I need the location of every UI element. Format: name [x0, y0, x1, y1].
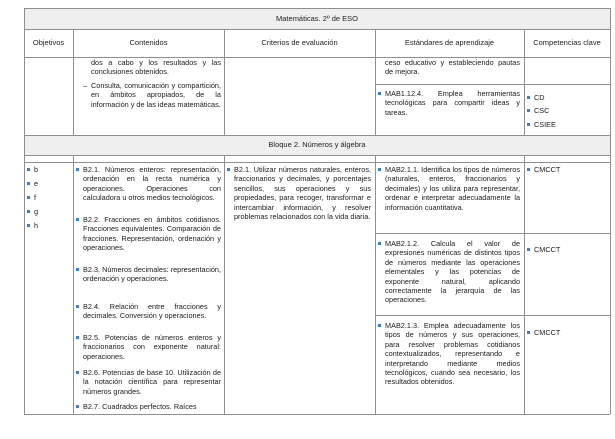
objetivo-item: b: [34, 165, 39, 174]
contenido-b2-4: B2.4. Relación entre fracciones y decimales. Conversión y operaciones.: [83, 302, 221, 321]
bullet-icon: [27, 196, 30, 199]
bullet-icon: [76, 336, 79, 339]
table-title: Matemáticas. 2º de ESO: [276, 14, 358, 23]
contenido-b2-3: B2.3. Números decimales: representación, ordenación y operaciones.: [83, 265, 221, 284]
bullet-icon: [27, 224, 30, 227]
bullet-icon: [76, 168, 79, 171]
bullet-icon: [27, 168, 30, 171]
estandar-item: MAB1.12.4. Emplea herramientas tecnológicas para compartir ideas y tareas.: [385, 89, 520, 117]
competencia-cmcct: CMCCT: [534, 328, 561, 337]
competencia-cmcct: CMCCT: [534, 245, 561, 254]
curriculum-table: [24, 8, 610, 439]
contenido-b2-6: B2.6. Potencias de base 10. Utilización de la notación científica para representar números grandes.: [83, 368, 221, 396]
competencia-csc: CSC: [534, 106, 550, 115]
contenido-b2-5: B2.5. Potencias de números enteros y fraccionarios con exponente natural: operaciones.: [83, 333, 221, 361]
bullet-icon: [27, 210, 30, 213]
bullet-icon: [227, 168, 230, 171]
competencia-cd: CD: [534, 93, 545, 102]
block-title: Bloque 2. Números y álgebra: [268, 140, 366, 149]
estandar-mab2-1-3: MAB2.1.3. Emplea adecuadamente los tipos de números y sus operaciones, para resolver problemas cotidianos contextualizados, representando e interpretando mediante medios tecnológicos, cuando sea necesario, los resultados obtenidos.: [385, 321, 520, 387]
bullet-icon: [378, 242, 381, 245]
bullet-icon: [527, 123, 530, 126]
competencia-csiee: CSIEE: [534, 120, 556, 129]
bullet-icon: [527, 168, 530, 171]
bullet-icon: [527, 109, 530, 112]
bullet-icon: [76, 371, 79, 374]
header-criterios: Criterios de evaluación: [261, 38, 338, 47]
objetivo-item: e: [34, 179, 39, 188]
header-competencias: Competencias clave: [533, 38, 601, 47]
bullet-icon: [527, 248, 530, 251]
bullet-icon: [76, 405, 79, 408]
bullet-icon: [27, 182, 30, 185]
objetivo-item: g: [34, 207, 39, 216]
estandar-continuation: ceso educativo y estableciendo pautas de mejora.: [385, 58, 520, 77]
bullet-icon: [378, 168, 381, 171]
bullet-icon: [378, 92, 381, 95]
bullet-icon: [76, 305, 79, 308]
criterio-b2-1: B2.1. Utilizar números naturales, enteros, fraccionarios y decimales, y porcentajes sencillos, sus operaciones y sus propiedades, para recoger, transformar e intercambiar información, y resolver problemas relacionados con la vida diaria.: [234, 165, 371, 222]
bullet-icon: [76, 218, 79, 221]
header-estandares: Estándares de aprendizaje: [404, 38, 495, 47]
estandar-mab2-1-2: MAB2.1.2. Calcula el valor de expresiones numéricas de distintos tipos de números mediante las operaciones elementales y las potencias de exponente natural, aplicando correctamente la jerarquía de las operaciones.: [385, 239, 520, 305]
bullet-icon: [76, 268, 79, 271]
bullet-icon: [527, 96, 530, 99]
contenidos-continuation: dos a cabo y los resultados y las conclusiones obtenidos.: [91, 58, 221, 77]
contenido-b2-7: B2.7. Cuadrados perfectos. Raíces: [83, 402, 197, 411]
estandar-mab2-1-1: MAB2.1.1. Identifica los tipos de números (naturales, enteros, fraccionarios y decimales) y los utiliza para representar, ordenar e interpretar adecuadamente la información cuantitativa.: [385, 165, 520, 212]
bullet-icon: [527, 331, 530, 334]
header-objetivos: Objetivos: [32, 38, 65, 47]
contenido-b2-1: B2.1. Números enteros: representación, ordenación en la recta numérica y operaciones. Operaciones con calculadora u otros medios tecnológicos.: [83, 165, 221, 203]
contenido-b2-2: B2.2. Fracciones en ámbitos cotidianos. Fracciones equivalentes. Comparación de fracciones. Representación, ordenación y operaciones.: [83, 215, 221, 253]
competencia-cmcct: CMCCT: [534, 165, 561, 174]
objetivo-item: h: [34, 221, 39, 230]
header-contenidos: Contenidos: [129, 38, 168, 47]
bullet-icon: [378, 324, 381, 327]
objetivo-item: f: [34, 193, 37, 202]
dash-marker: –: [83, 81, 88, 90]
contenidos-item: Consulta, comunicación y compartición, en ámbitos apropiados, de la información y de las ideas matemáticas.: [91, 81, 221, 109]
